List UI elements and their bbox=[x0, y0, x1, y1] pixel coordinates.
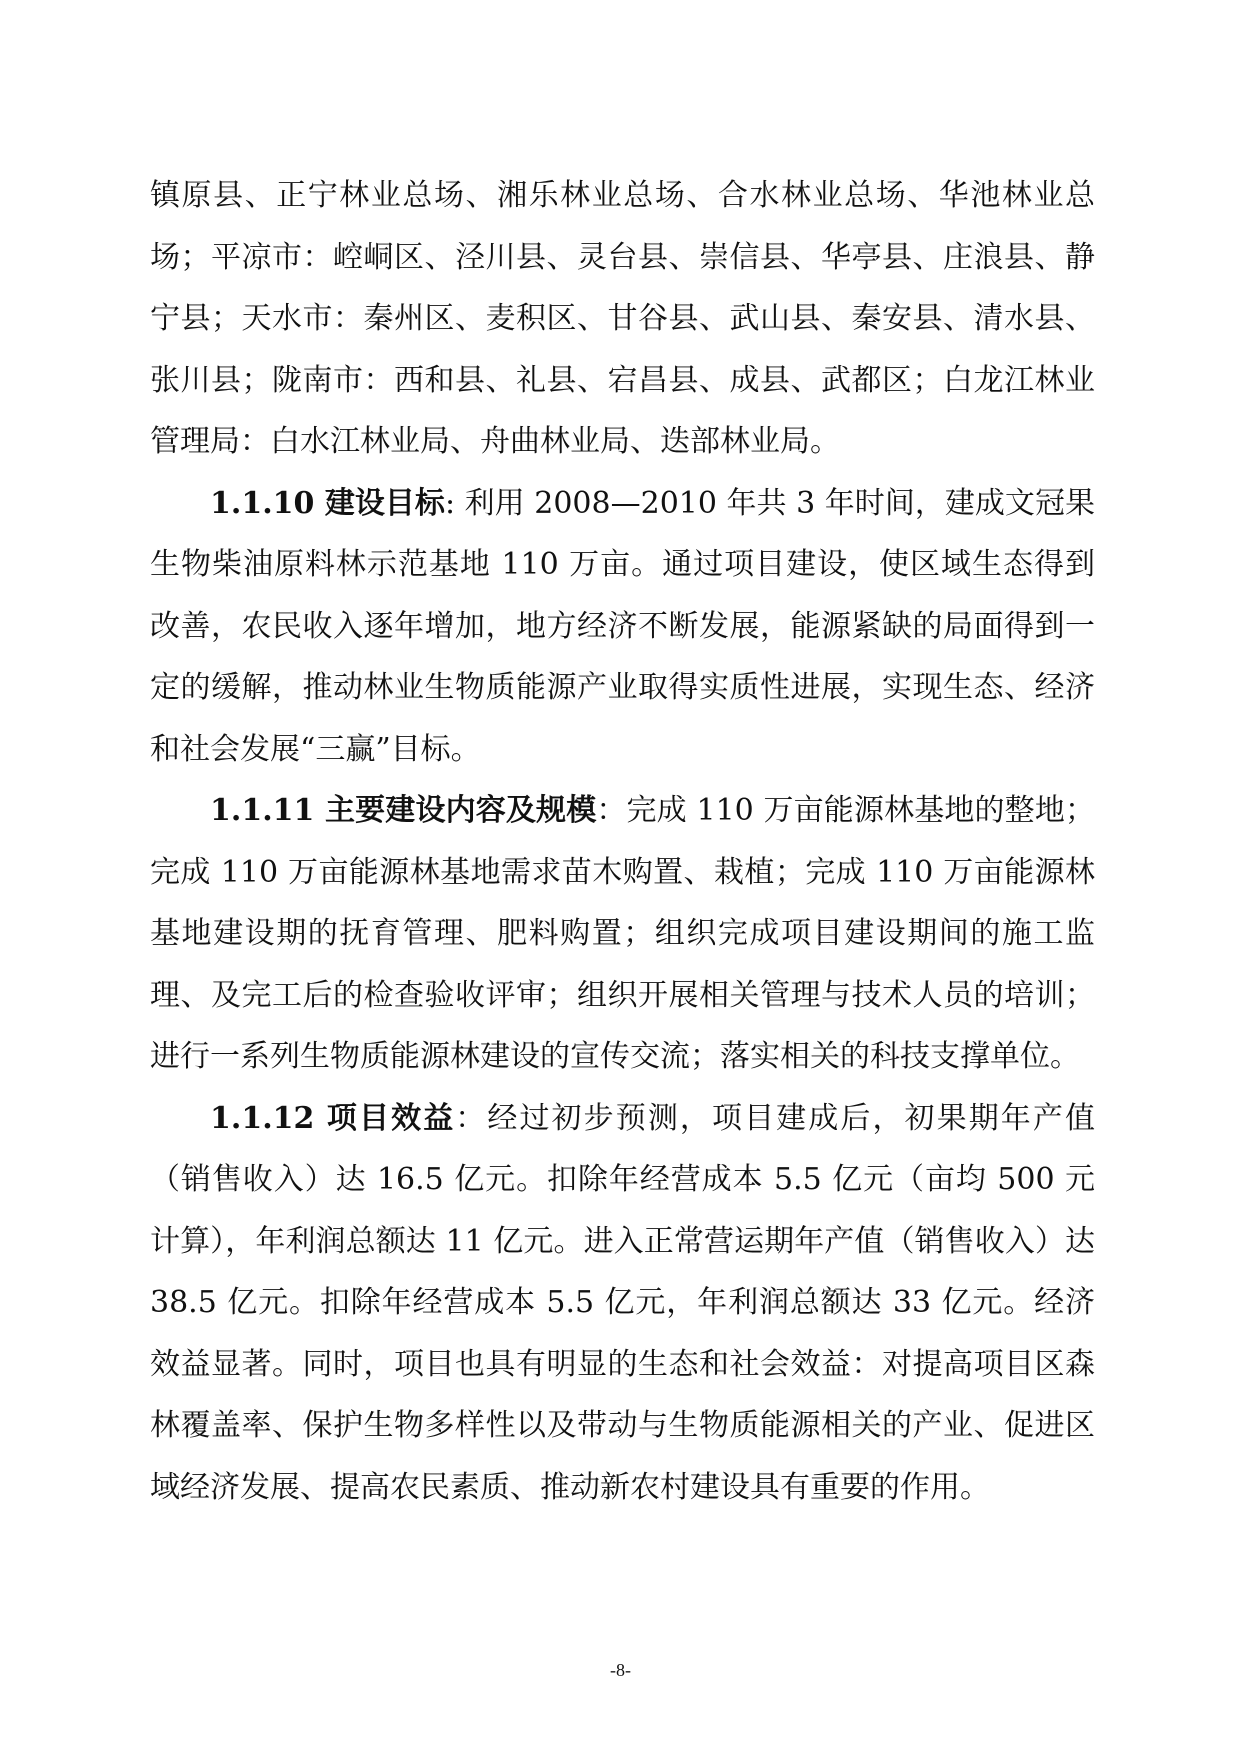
paragraph-project-benefits-text: ：经过初步预测，项目建成后，初果期年产值（销售收入）达 16.5 亿元。扣除年经营成本 5.5 亿元（亩均 500 元计算），年利润总额达 11 亿元。进入正常营运期年产值（销售收入）达 38.5 亿元。扣除年经营成本 5.5 亿元，年利润总额达 33 亿元。经济效益显著。同时，项目也具有明显的生态和社会效益：对提高项目区森林覆盖率、保护生物多样性以及带动与生物质能源相关的产业、促进区域经济发展、提高农民素质、推动新农村建设具有重要的作用。 bbox=[150, 1100, 1095, 1505]
section-heading-construction-content: 1.1.11 主要建设内容及规模 bbox=[210, 793, 597, 828]
paragraph-construction-goal bbox=[150, 473, 1095, 781]
paragraph-regions-text: 镇原县、正宁林业总场、湘乐林业总场、合水林业总场、华池林业总场；平凉市：崆峒区、泾川县、灵台县、崇信县、华亭县、庄浪县、静宁县；天水市：秦州区、麦积区、甘谷县、武山县、秦安县、清水县、张川县；陇南市：西和县、礼县、宕昌县、成县、武都区；白龙江林业管理局：白水江林业局、舟曲林业局、迭部林业局。 bbox=[150, 178, 1095, 459]
paragraph-construction-content bbox=[150, 780, 1095, 1088]
page-number: -8- bbox=[610, 1660, 631, 1680]
paragraph-construction-goal-text: : 利用 2008—2010 年共 3 年时间，建成文冠果生物柴油原料林示范基地 110 万亩。通过项目建设，使区域生态得到改善，农民收入逐年增加，地方经济不断发展，能源紧缺的局面得到一定的缓解，推动林业生物质能源产业取得实质性进展，实现生态、经济和社会发展“三赢”目标。 bbox=[150, 485, 1095, 767]
section-heading-project-benefits: 1.1.12 项目效益 bbox=[210, 1100, 456, 1136]
paragraph-project-benefits bbox=[150, 1088, 1095, 1519]
section-heading-construction-goal: 1.1.10 建设目标 bbox=[210, 485, 445, 521]
paragraph-regions bbox=[150, 165, 1095, 473]
paragraph-construction-content-text: ：完成 110 万亩能源林基地的整地；完成 110 万亩能源林基地需求苗木购置、栽植；完成 110 万亩能源林基地建设期的抚育管理、肥料购置；组织完成项目建设期间的施工监理、及完工后的检查验收评审；组织开展相关管理与技术人员的培训；进行一系列生物质能源林建设的宣传交流；落实相关的科技支撑单位。 bbox=[150, 793, 1095, 1074]
document-body bbox=[150, 165, 1095, 1518]
